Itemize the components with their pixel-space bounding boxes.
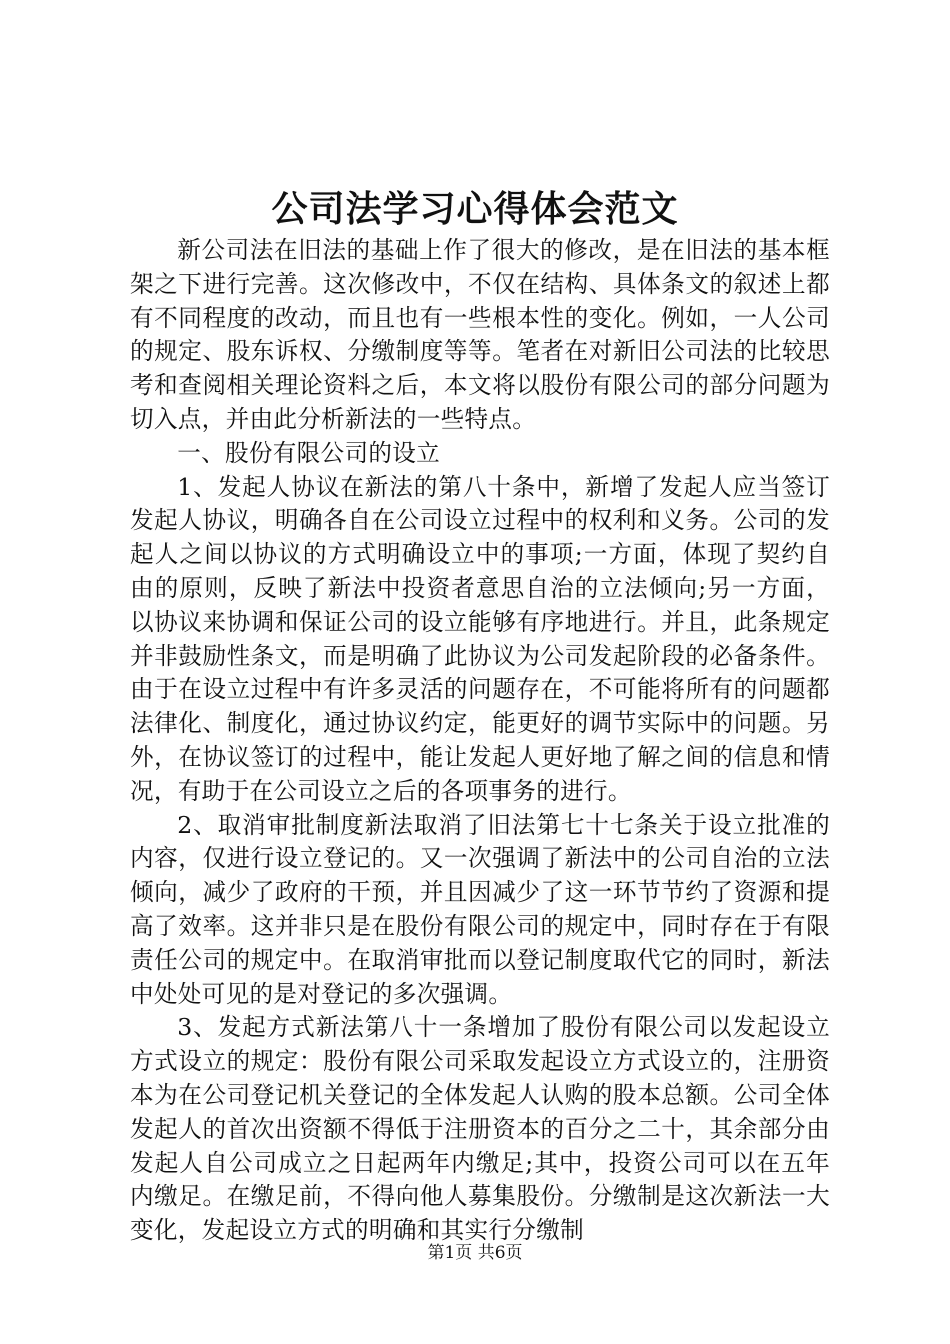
document-title: 公司法学习心得体会范文 — [271, 188, 679, 230]
page-number-footer: 第1页 共6页 — [427, 1243, 523, 1263]
section-heading-establishment: 一、股份有限公司的设立 — [177, 438, 441, 467]
document-body — [130, 234, 830, 1248]
paragraph-promoter-agreement: 1、发起人协议在新法的第八十条中，新增了发起人应当签订发起人协议，明确各自在公司设立过程中的权利和义务。公司的发起人之间以协议的方式明确设立中的事项;一方面，体现了契约自由的原则，反映了新法中投资者意思自治的立法倾向;另一方面，以协议来协调和保证公司的设立能够有序地进行。并且，此条规定并非鼓励性条文，而是明确了此协议为公司发起阶段的必备条件。由于在设立过程中有许多灵活的问题存在，不可能将所有的问题都法律化、制度化，通过协议约定，能更好的调节实际中的问题。另外，在协议签订的过程中，能让发起人更好地了解之间的信息和情况，有助于在公司设立之后的各项事务的进行。 — [130, 472, 830, 805]
paragraph-intro: 新公司法在旧法的基础上作了很大的修改，是在旧法的基本框架之下进行完善。这次修改中，不仅在结构、具体条文的叙述上都有不同程度的改动，而且也有一些根本性的变化。例如，一人公司的规定、股东诉权、分缴制度等等。笔者在对新旧公司法的比较思考和查阅相关理论资料之后，本文将以股份有限公司的部分问题为切入点，并由此分析新法的一些特点。 — [130, 236, 830, 433]
paragraph-promotion-method: 3、发起方式新法第八十一条增加了股份有限公司以发起设立方式设立的规定：股份有限公司采取发起设立方式设立的，注册资本为在公司登记机关登记的全体发起人认购的股本总额。公司全体发起人的首次出资额不得低于注册资本的百分之二十，其余部分由发起人自公司成立之日起两年内缴足;其中，投资公司可以在五年内缴足。在缴足前，不得向他人募集股份。分缴制是这次新法一大变化，发起设立方式的明确和其实行分缴制 — [130, 1013, 830, 1245]
paragraph-approval-abolished: 2、取消审批制度新法取消了旧法第七十七条关于设立批准的内容，仅进行设立登记的。又一次强调了新法中的公司自治的立法倾向，减少了政府的干预，并且因减少了这一环节节约了资源和提高了效率。这并非只是在股份有限公司的规定中，同时存在于有限责任公司的规定中。在取消审批而以登记制度取代它的同时，新法中处处可见的是对登记的多次强调。 — [130, 810, 830, 1008]
